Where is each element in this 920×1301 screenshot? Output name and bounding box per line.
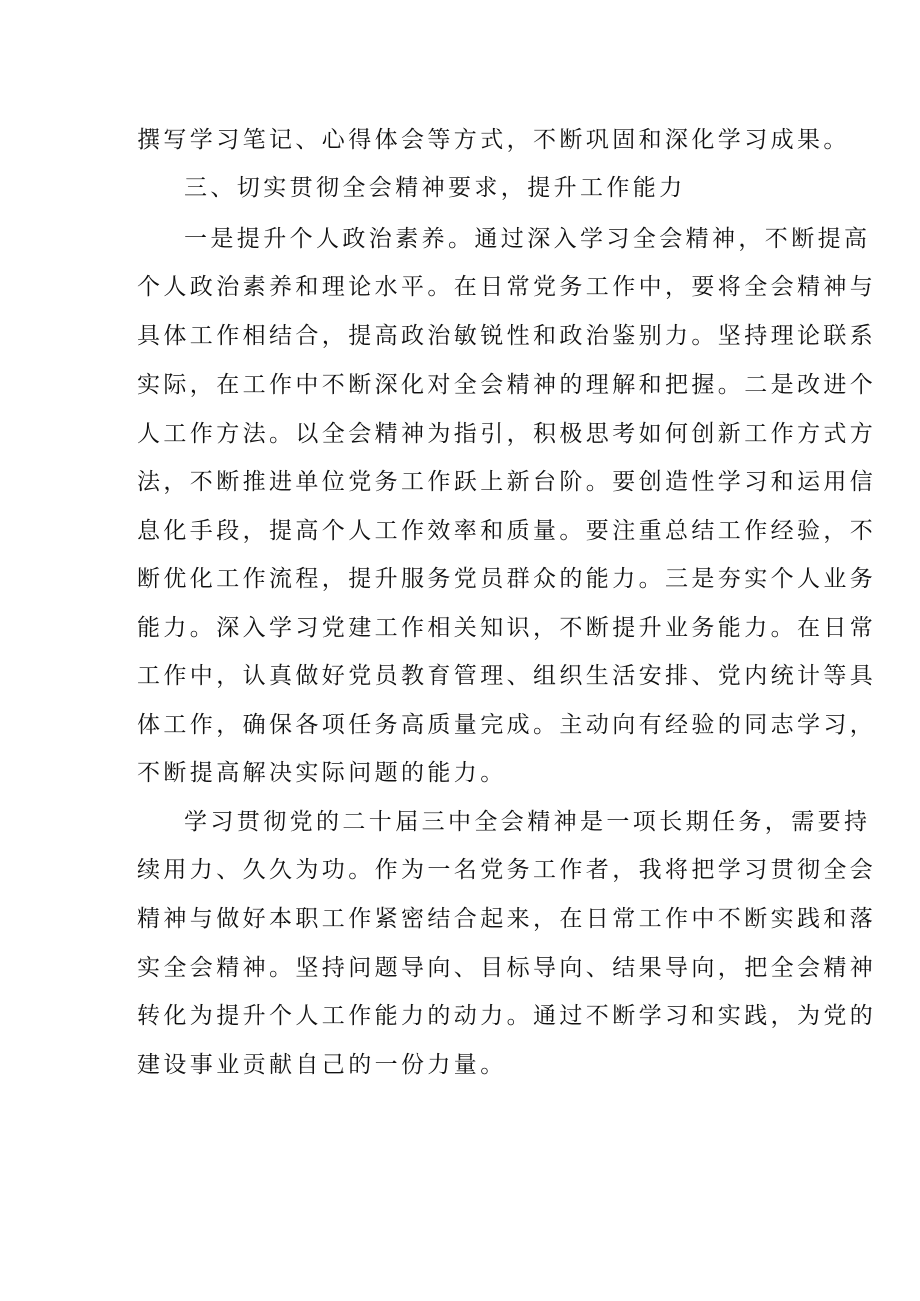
text-line-15: 学习贯彻党的二十届三中全会精神是一项长期任务，需要持 xyxy=(184,809,871,835)
text-line-1: 撰写学习笔记、心得体会等方式，不断巩固和深化学习成果。 xyxy=(137,127,850,153)
text-line-5: 具体工作相结合，提高政治敏锐性和政治鉴别力。坚持理论联系 xyxy=(137,323,877,349)
section-heading-3: 三、切实贯彻全会精神要求，提升工作能力 xyxy=(184,175,686,201)
text-line-8: 法，不断推进单位党务工作跃上新台阶。要创造性学习和运用信 xyxy=(137,469,877,495)
text-line-14: 不断提高解决实际问题的能力。 xyxy=(137,760,507,786)
text-line-3: 一是提升个人政治素养。通过深入学习全会精神，不断提高 xyxy=(184,226,871,252)
text-line-10: 断优化工作流程，提升服务党员群众的能力。三是夯实个人业务 xyxy=(137,566,877,592)
text-line-16: 续用力、久久为功。作为一名党务工作者，我将把学习贯彻全会 xyxy=(137,857,877,883)
text-line-20: 建设事业贡献自己的一份力量。 xyxy=(137,1052,507,1078)
text-line-9: 息化手段，提高个人工作效率和质量。要注重总结工作经验，不 xyxy=(137,518,877,544)
text-line-17: 精神与做好本职工作紧密结合起来，在日常工作中不断实践和落 xyxy=(137,906,877,932)
text-line-13: 体工作，确保各项任务高质量完成。主动向有经验的同志学习， xyxy=(137,712,877,738)
text-line-4: 个人政治素养和理论水平。在日常党务工作中，要将全会精神与 xyxy=(137,274,877,300)
text-line-6: 实际，在工作中不断深化对全会精神的理解和把握。二是改进个 xyxy=(137,372,877,398)
text-line-11: 能力。深入学习党建工作相关知识，不断提升业务能力。在日常 xyxy=(137,615,877,641)
text-line-7: 人工作方法。以全会精神为指引，积极思考如何创新工作方式方 xyxy=(137,421,877,447)
text-line-12: 工作中，认真做好党员教育管理、组织生活安排、党内统计等具 xyxy=(137,663,877,689)
text-line-18: 实全会精神。坚持问题导向、目标导向、结果导向，把全会精神 xyxy=(137,955,877,981)
text-line-19: 转化为提升个人工作能力的动力。通过不断学习和实践，为党的 xyxy=(137,1003,877,1029)
